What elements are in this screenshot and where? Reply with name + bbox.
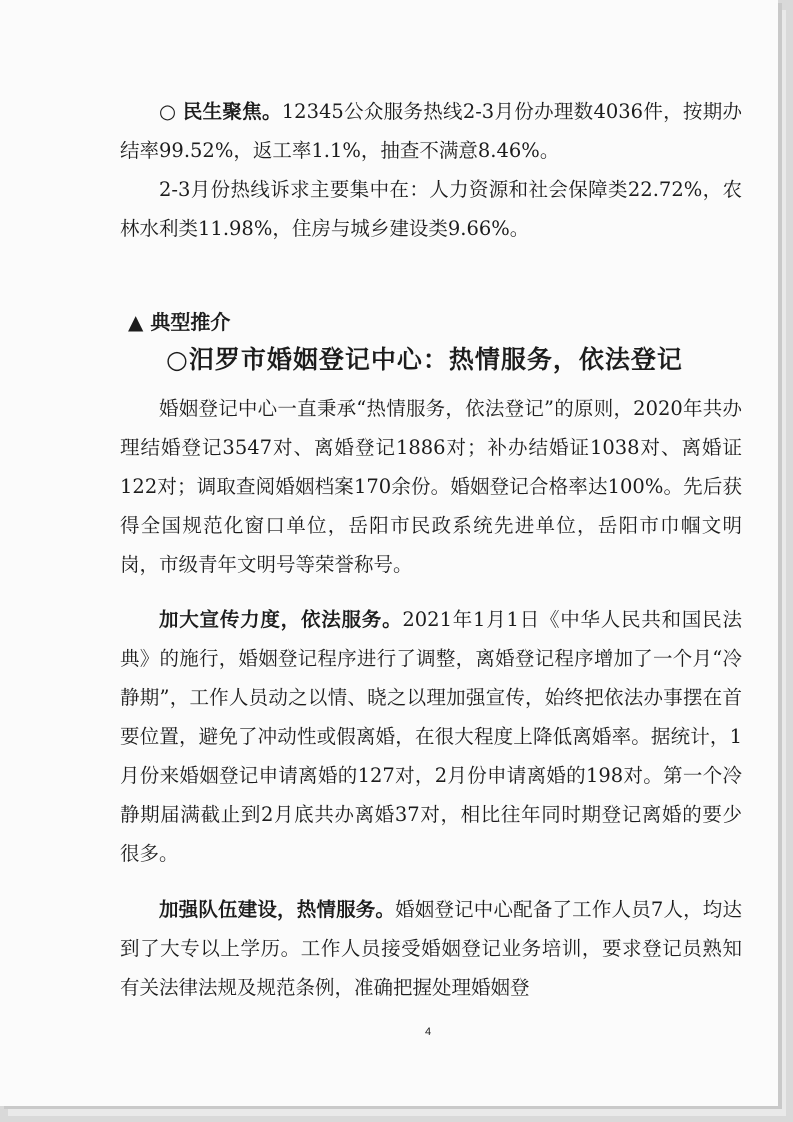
publicity-lead: 加大宣传力度，依法服务。 (159, 608, 403, 631)
livelihood-text: 12345公众服务热线2-3月份办理数4036件，按期办结率99.52%，返工率1.1%，抽查不满意8.46%。 (120, 100, 743, 162)
circle-bullet: ○ (159, 100, 177, 123)
team-paragraph (120, 890, 742, 1007)
publicity-text: 2021年1月1日《中华人民共和国民法典》的施行，婚姻登记程序进行了调整，离婚登记程序增加了一个月“冷静期”，工作人员动之以情、晓之以理加强宣传，始终把依法办事摆在首要位置，避免了冲动性或假离婚，在很大程度上降低离婚率。据统计，1月份来婚姻登记申请离婚的127对，2月份申请离婚的198对。第一个冷静期届满截止到2月底共办离婚37对，相比往年同时期登记离婚的要少很多。 (120, 608, 742, 865)
publicity-paragraph (120, 600, 742, 873)
hotline-focus-paragraph: 2-3月份热线诉求主要集中在：人力资源和社会保障类22.72%，农林水利类11.98%，住房与城乡建设类9.66%。 (120, 178, 742, 240)
intro-paragraph: 婚姻登记中心一直秉承“热情服务，依法登记”的原则，2020年共办理结婚登记3547对、离婚登记1886对；补办结婚证1038对、离婚证122对；调取查阅婚姻档案170余份。婚姻登记合格率达100%。先后获得全国规范化窗口单位，岳阳市民政系统先进单位，岳阳市巾帼文明岗，市级青年文明号等荣誉称号。 (120, 397, 742, 576)
livelihood-paragraph (120, 92, 742, 170)
livelihood-lead: 民生聚焦。 (182, 100, 282, 123)
team-text: 婚姻登记中心配备了工作人员7人，均达到了大专以上学历。工作人员接受婚姻登记业务培训，要求登记员熟知有关法律法规及规范条例，准确把握处理婚姻登 (120, 898, 742, 999)
team-lead: 加强队伍建设，热情服务。 (159, 898, 396, 921)
subsection-title: ○汨罗市婚姻登记中心：热情服务，依法登记 (166, 345, 683, 374)
page-number: 4 (425, 1026, 432, 1038)
section-title: ▲ 典型推介 (128, 310, 231, 334)
